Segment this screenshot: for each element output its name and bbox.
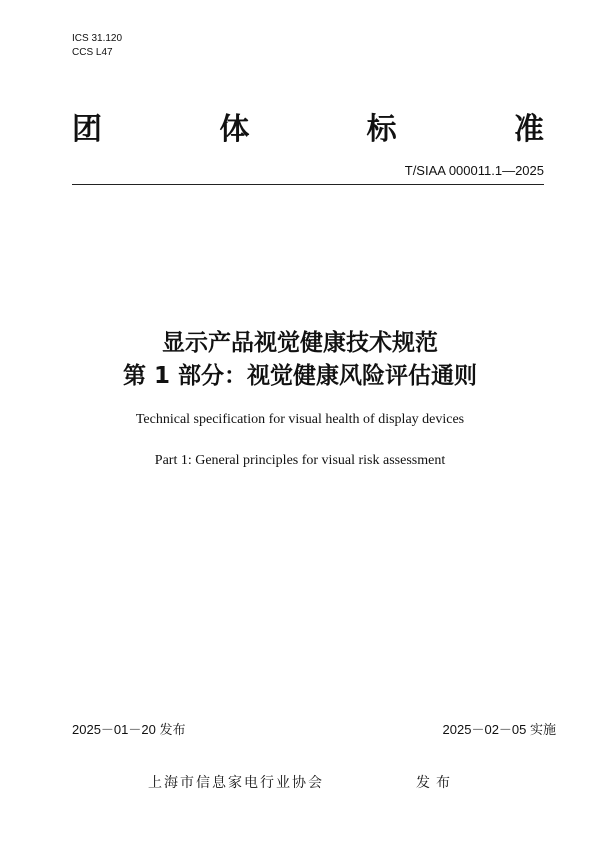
ccs-code: CCS L47 [72, 47, 113, 58]
standard-type-char: 体 [219, 112, 250, 147]
title-zh-line1: 显示产品视觉健康技术规范 [162, 330, 438, 356]
standard-type-heading [72, 112, 544, 148]
publish-date: 2025－01－20 发布 [72, 722, 186, 737]
header-divider [72, 184, 544, 185]
ics-code: ICS 31.120 [72, 33, 123, 44]
title-zh-line2: 第 1 部分：视觉健康风险评估通则 [122, 363, 478, 389]
issued-label: 发布 [416, 775, 456, 791]
title-en-line2: Part 1: General principles for visual risk assessment [154, 453, 446, 468]
implement-date: 2025－02－05 实施 [442, 722, 556, 737]
standard-number: T/SIAA 000011.1—2025 [404, 163, 544, 178]
title-en-line1: Technical specification for visual health of display devices [135, 412, 465, 427]
standard-type-char: 准 [513, 112, 544, 147]
issuing-organization: 上海市信息家电行业协会 [148, 775, 324, 791]
standard-type-char: 团 [72, 112, 102, 147]
standard-type-char: 标 [366, 112, 397, 147]
